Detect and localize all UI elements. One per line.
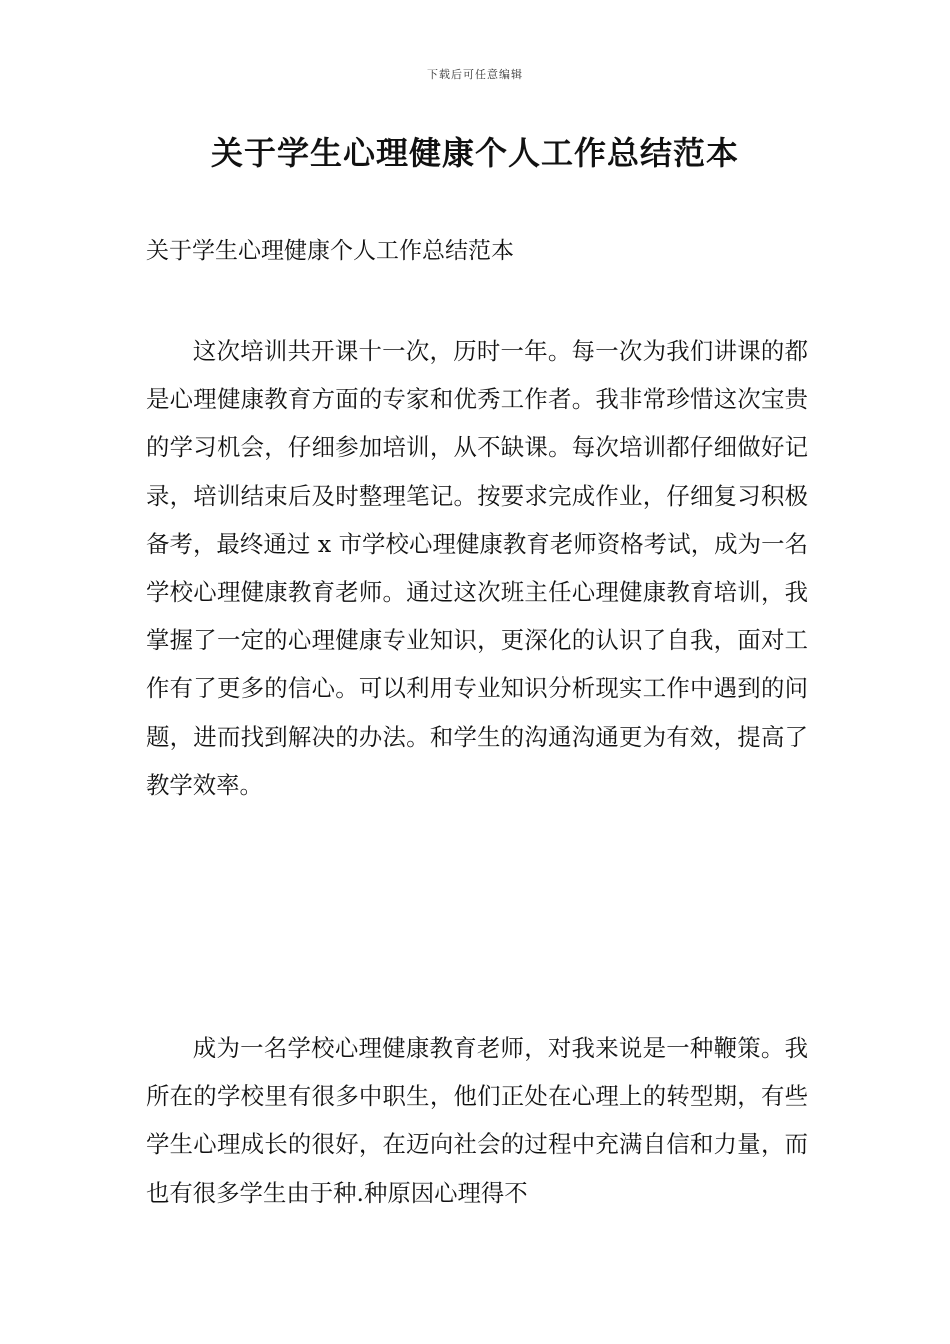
- body-paragraph: 成为一名学校心理健康教育老师，对我来说是一种鞭策。我所在的学校里有很多中职生，他们正处在心理上的转型期，有些学生心理成长的很好，在迈向社会的过程中充满自信和力量，而也有很多学生由于种.种原因心理得不: [146, 1034, 808, 1207]
- document-title: 关于学生心理健康个人工作总结范本: [210, 134, 739, 172]
- download-note: 下载后可任意编辑: [427, 68, 523, 81]
- document-subtitle: 关于学生心理健康个人工作总结范本: [146, 238, 514, 264]
- body-paragraph: 这次培训共开课十一次，历时一年。每一次为我们讲课的都是心理健康教育方面的专家和优秀工作者。我非常珍惜这次宝贵的学习机会，仔细参加培训，从不缺课。每次培训都仔细做好记录，培训结束后及时整理笔记。按要求完成作业，仔细复习积极备考，最终通过 x 市学校心理健康教育老师资格考试，成为一名学校心理健康教育老师。通过这次班主任心理健康教育培训，我掌握了一定的心理健康专业知识，更深化的认识了自我，面对工作有了更多的信心。可以利用专业知识分析现实工作中遇到的问题，进而找到解决的办法。和学生的沟通沟通更为有效，提高了教学效率。: [146, 337, 808, 799]
